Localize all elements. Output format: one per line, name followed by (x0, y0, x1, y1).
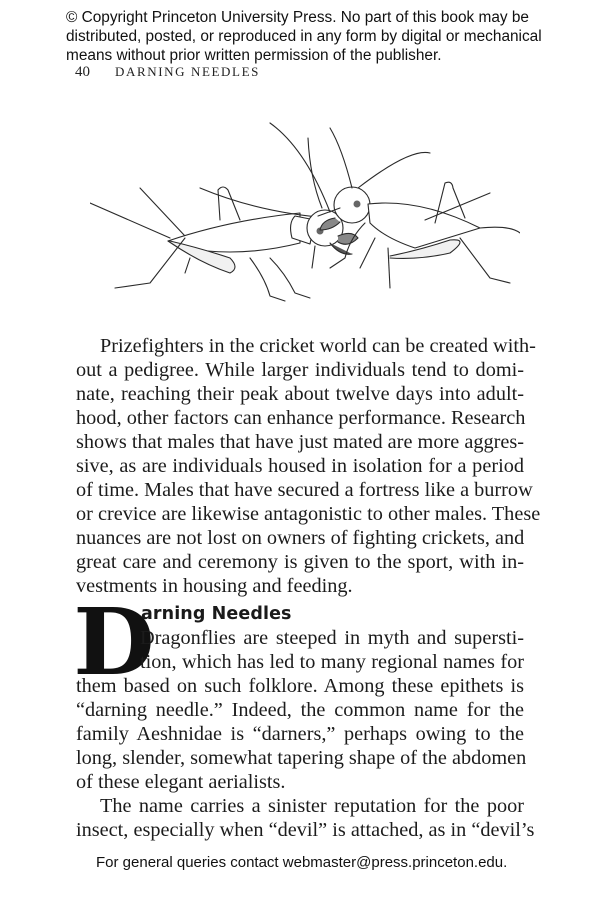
text-line: Prizefighters in the cricket world can be created with- (100, 335, 536, 357)
copyright-notice (66, 8, 586, 65)
text-line: insect, especially when “devil” is attached, as in “devil’s (76, 819, 535, 841)
text-line: or crevice are likewise antagonistic to other males. These (76, 503, 541, 525)
footer-contact: For general queries contact webmaster@press.princeton.edu. (96, 854, 508, 871)
running-head-title: DARNING NEEDLES (115, 64, 260, 79)
paragraph-cricket-fighting (76, 334, 541, 598)
text-line: family Aeshnidae is “darners,” perhaps owing to the (76, 723, 524, 745)
crickets-illustration (90, 108, 520, 318)
text-line: of these elegant aerialists. (76, 771, 286, 793)
text-line: The name carries a sinister reputation for the poor (100, 795, 524, 817)
page-number: 40 (75, 64, 90, 80)
running-head (75, 64, 260, 81)
text-line: “darning needle.” Indeed, the common name for the (76, 699, 524, 721)
text-line: great care and ceremony is given to the sport, with in- (76, 551, 524, 573)
paragraph-darning-needles (76, 626, 535, 842)
text-line: hood, other factors can enhance performance. Research (76, 407, 526, 429)
text-line: nuances are not lost on owners of fighting crickets, and (76, 527, 525, 549)
left-cricket (90, 123, 358, 301)
text-line: tion, which has led to many regional names for (140, 651, 524, 673)
text-line: out a pedigree. While larger individuals tend to domi- (76, 359, 524, 381)
copyright-line: distributed, posted, or reproduced in any form by digital or mechanical (66, 28, 542, 45)
drop-cap: D (73, 588, 155, 696)
text-line: long, slender, somewhat tapering shape of the abdomen (76, 747, 527, 769)
copyright-line: © Copyright Princeton University Press. No part of this book may be (66, 9, 529, 26)
text-line: of time. Males that have secured a fortress like a burrow (76, 479, 533, 501)
text-line: shows that males that have just mated are more aggres- (76, 431, 524, 453)
text-line: vestments in housing and feeding. (76, 575, 353, 597)
text-line: nate, reaching their peak about twelve days into adult- (76, 383, 524, 405)
text-line: sive, as are individuals housed in isolation for a period (76, 455, 524, 477)
section-heading: arning Needles (141, 604, 292, 624)
copyright-line: means without prior written permission of the publisher. (66, 47, 442, 64)
text-line: Dragonflies are steeped in myth and supersti- (140, 627, 524, 649)
text-line: them based on such folklore. Among these epithets is (76, 675, 524, 697)
right-cricket (318, 128, 520, 288)
